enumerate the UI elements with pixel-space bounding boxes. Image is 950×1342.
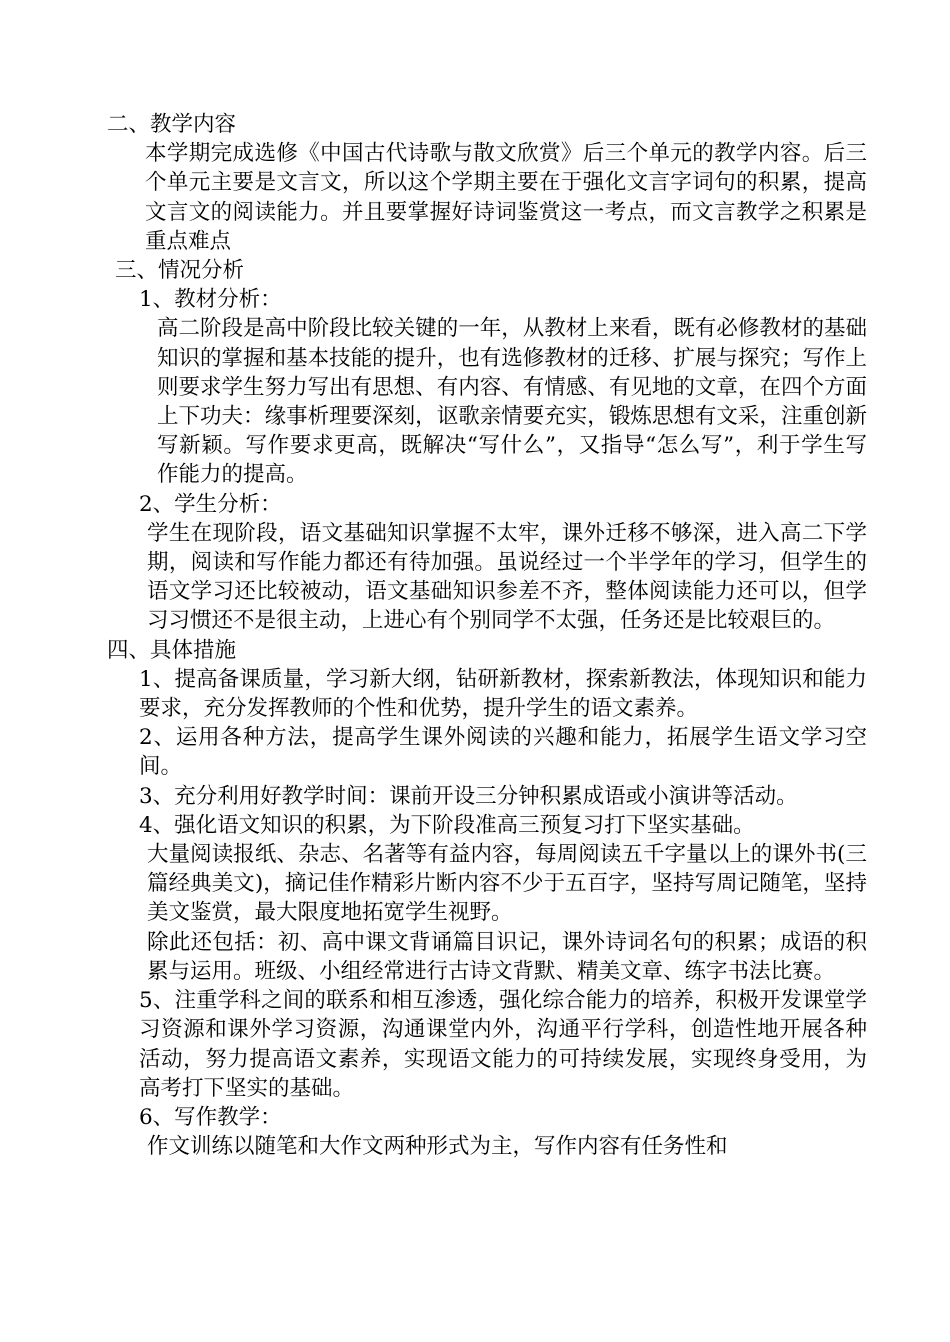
paragraph-student-analysis: 学生在现阶段，语文基础知识掌握不太牢，课外迁移不够深，进入高二下学期，阅读和写作能力都还有待加强。虽说经过一个半学年的学习，但学生的语文学习还比较被动，语文基础知识参差不齐，整体阅读能力还可以，但学习习惯还不是很主动，上进心有个别同学不太强，任务还是比较艰巨的。 [147, 520, 867, 634]
subheading-writing-teaching: 6、写作教学： [139, 1104, 282, 1130]
measure-item-3: 3、充分利用好教学时间：课前开设三分钟积累成语或小演讲等活动。 [139, 783, 798, 809]
section-heading-measures: 四、具体措施 [107, 637, 237, 663]
section-heading-situation-analysis: 三、情况分析 [115, 258, 245, 284]
measure-item-1: 1、提高备课质量，学习新大纲，钻研新教材，探索新教法，体现知识和能力要求，充分发挥教师的个性和优势，提升学生的语文素养。 [139, 666, 867, 722]
paragraph-teaching-content: 本学期完成选修《中国古代诗歌与散文欣赏》后三个单元的教学内容。后三个单元主要是文言文，所以这个学期主要在于强化文言字词句的积累，提高文言文的阅读能力。并且要掌握好诗词鉴赏这一考点，而文言教学之积累是重点难点 [145, 141, 867, 254]
measure-item-4: 4、强化语文知识的积累，为下阶段准高三预复习打下坚实基础。 [139, 812, 755, 838]
paragraph-accumulation: 除此还包括：初、高中课文背诵篇目识记，课外诗词名句的积累；成语的积累与运用。班级、小组经常进行古诗文背默、精美文章、练字书法比赛。 [147, 929, 867, 984]
subheading-textbook-analysis: 1、教材分析： [139, 287, 282, 313]
measure-item-2: 2、运用各种方法，提高学生课外阅读的兴趣和能力，拓展学生语文学习空间。 [139, 725, 867, 780]
measure-item-5: 5、注重学科之间的联系和相互渗透，强化综合能力的培养，积极开发课堂学习资源和课外学习资源，沟通课堂内外，沟通平行学科，创造性地开展各种活动，努力提高语文素养，实现语文能力的可持续发展，实现终身受用，为高考打下坚实的基础。 [139, 988, 867, 1101]
section-heading-teaching-content: 二、教学内容 [107, 112, 237, 137]
paragraph-writing-teaching: 作文训练以随笔和大作文两种形式为主，写作内容有任务性和 [147, 1134, 728, 1160]
paragraph-textbook-analysis: 高二阶段是高中阶段比较关键的一年，从教材上来看，既有必修教材的基础知识的掌握和基本技能的提升，也有选修教材的迁移、扩展与探究；写作上则要求学生努力写出有思想、有内容、有情感、有见地的文章，在四个方面上下功夫：缘事析理要深刻，讴歌亲情要充实，锻炼思想有文采，注重创新写新颖。写作要求更高，既解决“写什么”，又指导“怎么写”，利于学生写作能力的提高。 [157, 316, 867, 488]
document-page [107, 110, 867, 1161]
subheading-student-analysis: 2、学生分析： [139, 491, 282, 517]
paragraph-reading: 大量阅读报纸、杂志、名著等有益内容，每周阅读五千字量以上的课外书(三篇经典美文)，摘记佳作精彩片断内容不少于五百字，坚持写周记随笔，坚持美文鉴赏，最大限度地拓宽学生视野。 [147, 842, 867, 926]
